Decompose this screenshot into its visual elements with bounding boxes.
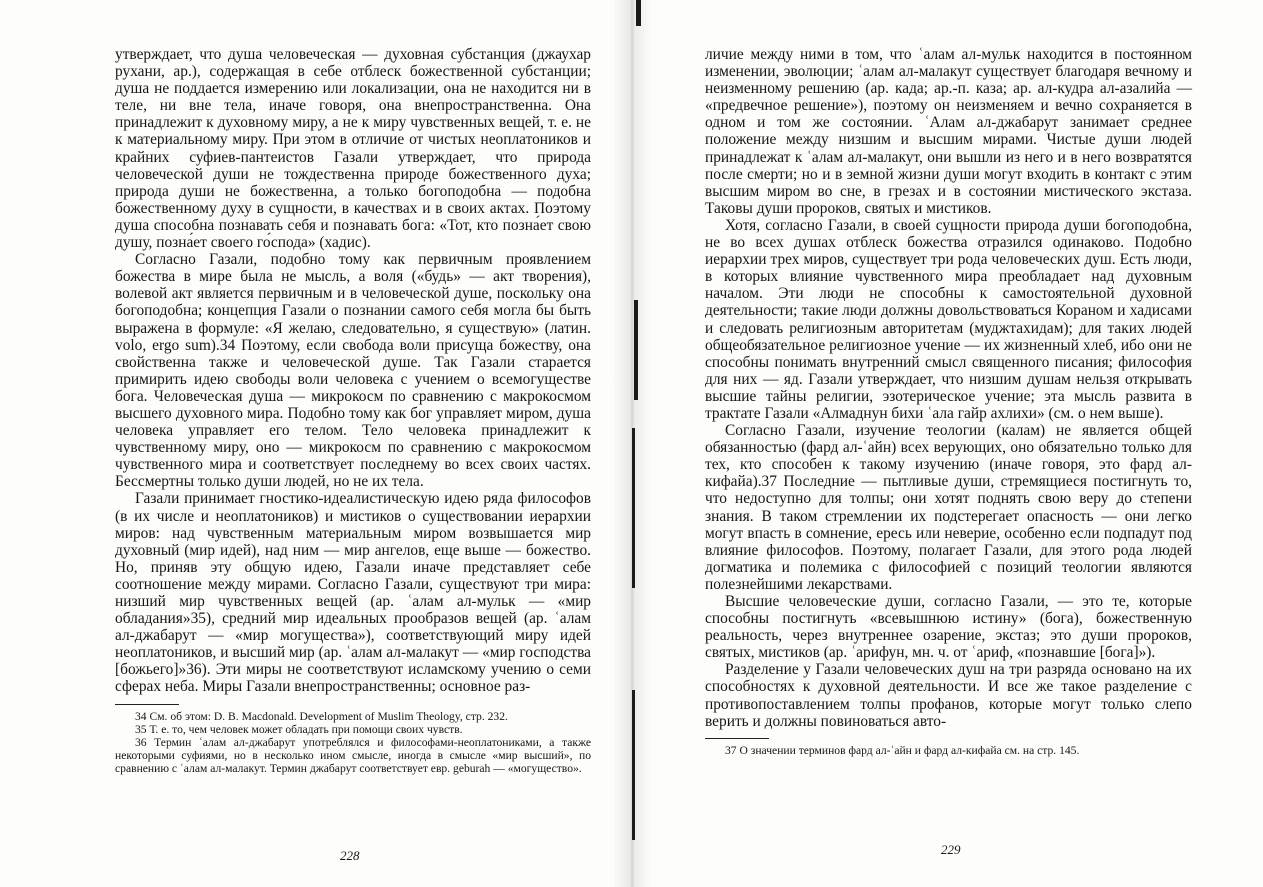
right-page	[705, 46, 1192, 757]
left-page-body	[115, 46, 591, 696]
scan-edge-mark	[634, 300, 638, 400]
book-gutter	[614, 0, 650, 887]
page-number: 229	[941, 842, 961, 857]
paragraph: Газали принимает гностико-идеалистическую идею ряда философов (в их числе и неоплатоников) и мистиков о существовании иерархии миров: над чувственным материальным миром возвышается мир духовный (мир идей), над ним — мир ангелов, еще выше — божество. Но, приняв эту общую идею, Газали иначе представляет себе соотношение между мирами. Согласно Газали, существуют три мира: низший мир чувственных вещей (ар. ʿалам ал-мульк — «мир обладания»35), средний мир идеальных прообразов вещей (ар. ʿалам ал-джабарут — «мир могущества»), соответствующий миру идей неоплатоников, и высший мир (ар. ʿалам ал-малакут — «мир господства [божьего]»36). Эти миры не соответствуют исламскому учению о семи сферах неба. Миры Газали внепространственны; основное раз-	[115, 490, 591, 696]
right-page-footnotes	[705, 744, 1192, 757]
left-page-footnotes	[115, 710, 591, 776]
paragraph: утверждает, что душа человеческая — духовная субстанция (джаухар рухани, ар.), содержащая в себе отблеск божественной субстанции; душа не поддается измерению или локализации, она не находится ни в теле, ни вне тела, иначе говоря, она внепространственна. Она принадлежит к духовному миру, а не к миру чувственных вещей, т. е. не к материальному миру. При этом в отличие от чистых неоплатоников и крайних суфиев-пантеистов Газали утверждает, что природа человеческой души не тождественна природе божественного духа; природа души не божественна, а только богоподобна — подобна божественному духу в сущности, в качествах и в своих актах. Поэтому душа способна познавать себя и познавать бога: «Тот, кто позна́ет свою душу, позна́ет своего го́спода» (хадис).	[115, 46, 591, 252]
paragraph: Согласно Газали, изучение теологии (калам) не является общей обязанностью (фард ал-ʿайн) всех верующих, оно обязательно только для тех, кто способен к такому изучению (иначе говоря, это фард ал-кифайа).37 Последние — пытливые души, стремящиеся постигнуть то, что недоступно для толпы; они хотят поднять свою веру до степени знания. В таком стремлении их подстерегает опасность — они легко могут впасть в сомнение, ересь или неверие, особенно если подпадут под влияние философов. Поэтому, полагает Газали, для этого рода людей догматика и полемика с философией с позиций теологии являются полезнейшими лекарствами.	[705, 422, 1192, 593]
scan-edge-mark	[636, 0, 641, 26]
paragraph: Согласно Газали, подобно тому как первичным проявлением божества в мире была не мысль, а воля («будь» — акт творения), волевой акт является первичным и в человеческой душе, поскольку она богоподобна; концепция Газали о познании самого себя могла бы быть выражена в формуле: «Я желаю, следовательно, я существую» (латин. volo, ergo sum).34 Поэтому, если свобода воли присуща божеству, она свойственна также и человеческой душе. Так Газали старается примирить идею свободы воли человека с учением о всемогуществе бога. Человеческая душа — микрокосм по сравнению с макрокосмом высшего духовного мира. Подобно тому как бог управляет миром, душа человека управляет его телом. Тело человека принадлежит к чувственному миру, оно — микрокосм по сравнению с макрокосмом чувственного мира и соответствует последнему во всех своих частях. Бессмертны только души людей, но не их тела.	[115, 251, 591, 491]
paragraph: Хотя, согласно Газали, в своей сущности природа души богоподобна, не во всех душах отблеск божества отразился одинаково. Подобно иерархии трех миров, существует три рода человеческих душ. Есть люди, в которых влияние чувственного мира преобладает над духовным началом. Эти люди не способны к самостоятельной духовной деятельности; такие люди должны довольствоваться Кораном и хадисами и следовать религиозным авторитетам (муджтахидам); для таких людей общеобязательное религиозное учение — их жизненный хлеб, ибо они не способны понимать внутренний смысл священного писания; философия для них — яд. Газали утверждает, что низшим душам нельзя открывать высшие тайны религии, эзотерическое учение; эта мысль развита в трактате Газали «Алмаднун бихи ʿала гайр ахлихи» (см. о нем выше).	[705, 216, 1192, 422]
page-number: 228	[340, 848, 360, 863]
scan-edge-mark	[632, 428, 635, 588]
footnote-divider	[115, 704, 179, 705]
paragraph: Разделение у Газали человеческих душ на три разряда основано на их способностях к духовной деятельности. И все же такое разделение с противопоставлением толпы профанов, которые могут только слепо верить и должны повиноваться авто-	[705, 661, 1192, 730]
footnote: 34 См. об этом: D. B. Macdonald. Development of Muslim Theology, стр. 232.	[135, 709, 508, 723]
footnote: 36 Термин ʿалам ал-джабарут употреблялся и философами-неоплатониками, а также некоторыми суфиями, но в несколько ином смысле, иногда в смысле «мир высший», по сравнению с ʿалам ал-малакут. Термин джабарут соответствует евр. geburah — «могущество».	[115, 735, 591, 776]
paragraph: личие между ними в том, что ʿалам ал-мульк находится в постоянном изменении, эволюции; ʿалам ал-малакут существует благодаря вечному и неизменному решению (ар. када; ар.-п. каза; ар. ал-кудра ал-азалийа — «предвечное решение»), поэтому он неизменяем и вечно сохраняется в одном и том же состоянии. ʿАлам ал-джабарут занимает среднее положение между низшим и высшим мирами. Чистые души людей принадлежат к ʿалам ал-малакут, они вышли из него и в него возвратятся после смерти; но и в земной жизни души могут входить в контакт с этим высшим миром во сне, в грезах и в состоянии мистического экстаза. Таковы души пророков, святых и мистиков.	[705, 46, 1192, 217]
scan-edge-mark	[632, 690, 635, 840]
footnote: 35 Т. е. то, чем человек может обладать при помощи своих чувств.	[135, 722, 463, 736]
right-page-body	[705, 46, 1192, 730]
left-page	[115, 46, 591, 776]
paragraph: Высшие человеческие души, согласно Газали, — это те, которые способны постигнуть «всевышнюю истину» (бога), божественную реальность, через внутреннее озарение, экстаз; это души пророков, святых, мистиков (ар. ʿарифун, мн. ч. от ʿариф, «познавшие [бога]»).	[705, 593, 1192, 662]
footnote-divider	[705, 738, 769, 739]
footnote: 37 О значении терминов фард ал-ʿайн и фард ал-кифайа см. на стр. 145.	[725, 743, 1080, 757]
